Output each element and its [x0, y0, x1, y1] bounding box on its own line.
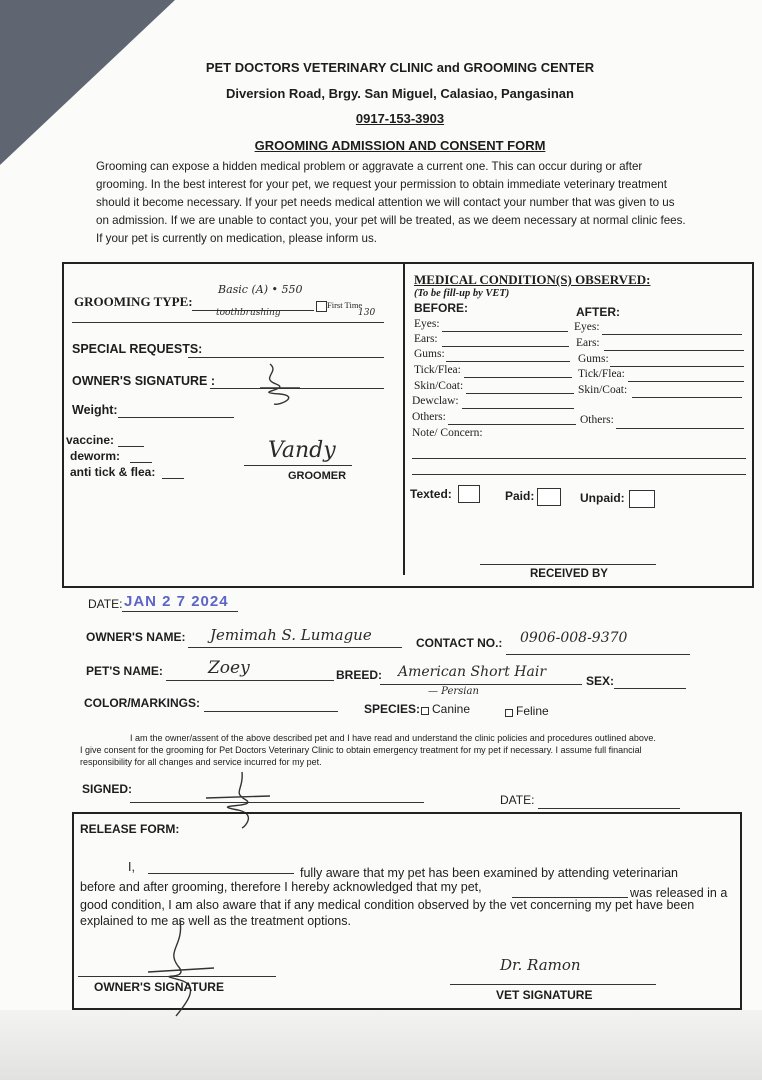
anti-tick-line: [162, 478, 184, 479]
after-others-line: [616, 428, 744, 429]
deworm-label: deworm:: [70, 449, 121, 463]
before-skincoat-line: [466, 393, 574, 394]
before-ears-label: Ears:: [414, 333, 438, 345]
contact-line: [506, 654, 690, 655]
before-dewclaw-line: [462, 408, 574, 409]
release-line-3: good condition, I am also aware that if any medical condition observed by the vet concerning my pet have been: [80, 898, 695, 912]
color-markings-line: [204, 711, 338, 712]
release-line-4: explained to me as well as the treatment options.: [80, 914, 351, 928]
consent-line-1: I am the owner/assent of the above described pet and I have read and understand the clinic policies and procedures outlined above.: [130, 733, 656, 743]
after-gums-label: Gums:: [578, 353, 609, 365]
texted-checkbox[interactable]: [458, 485, 480, 503]
grooming-type-line-2: [72, 322, 384, 323]
intro-line-2: grooming. In the best interest for your pet, we request your permission to obtain immediate veterinary treatment: [96, 178, 667, 191]
date-stamp: JAN 2 7 2024: [124, 593, 229, 610]
weight-line: [118, 417, 234, 418]
first-time-checkbox[interactable]: [316, 301, 327, 312]
unpaid-label: Unpaid:: [580, 491, 625, 505]
intro-line-1: Grooming can expose a hidden medical problem or aggravate a current one. This can occur during or after: [96, 160, 643, 173]
sex-label: SEX:: [586, 674, 615, 688]
box-divider: [403, 264, 405, 575]
owner-release-signature-line: [78, 976, 276, 977]
consent-date-label: DATE:: [500, 793, 535, 807]
clinic-phone: 0917-153-3903: [355, 111, 445, 126]
note-concern-label: Note/ Concern:: [412, 427, 483, 439]
before-eyes-label: Eyes:: [414, 318, 440, 330]
groomer-label: GROOMER: [288, 470, 347, 482]
medical-condition-subtitle: (To be fill-up by VET): [414, 288, 510, 299]
color-markings-label: COLOR/MARKINGS:: [84, 696, 200, 710]
form-title: GROOMING ADMISSION AND CONSENT FORM: [254, 138, 546, 153]
owner-name-label: OWNER'S NAME:: [86, 630, 186, 644]
owner-signature-label: OWNER'S SIGNATURE :: [72, 374, 216, 388]
groomer-line: [244, 465, 352, 466]
before-label: BEFORE:: [414, 301, 468, 315]
intro-line-5: If your pet is currently on medication, please inform us.: [96, 232, 377, 245]
admission-box: [62, 262, 754, 588]
after-skincoat-label: Skin/Coat:: [578, 384, 628, 396]
release-line-2b: was released in a: [630, 886, 728, 900]
weight-label: Weight:: [72, 403, 118, 417]
signed-label: SIGNED:: [82, 782, 133, 796]
vaccine-line: [118, 446, 144, 447]
texted-label: Texted:: [410, 487, 452, 501]
grooming-type-value: Basic (A) • 550: [218, 283, 303, 296]
vaccine-label: vaccine:: [66, 433, 115, 447]
pet-name-value[interactable]: Zoey: [208, 658, 250, 678]
signed-line: [130, 802, 424, 803]
grooming-type-value-2: toothbrushing: [216, 308, 281, 318]
medical-condition-title: MEDICAL CONDITION(S) OBSERVED:: [414, 272, 651, 287]
before-eyes-line: [442, 331, 568, 332]
paid-label: Paid:: [505, 489, 535, 503]
anti-tick-label: anti tick & flea:: [70, 465, 156, 479]
intro-line-4: on admission. If we are unable to contact you, your pet will be treated, as we deem necessary at normal clinic fees.: [96, 214, 686, 227]
scan-bottom-shadow: [0, 1010, 762, 1080]
consent-line-3: responsibility for all changes and service incurred for my pet.: [80, 757, 322, 767]
grooming-extra-value: 130: [358, 308, 376, 318]
grooming-type-label: GROOMING TYPE:: [74, 294, 193, 309]
owner-release-signature-label: OWNER'S SIGNATURE: [94, 980, 224, 994]
after-ears-label: Ears:: [576, 337, 600, 349]
canine-checkbox[interactable]: [421, 707, 429, 715]
release-owner-scribble: [140, 916, 220, 1020]
breed-line: [380, 684, 582, 685]
breed-label: BREED:: [336, 668, 383, 682]
before-gums-line: [446, 361, 570, 362]
contact-value[interactable]: 0906-008-9370: [520, 630, 628, 646]
after-eyes-label: Eyes:: [574, 321, 600, 333]
after-tickflea-line: [628, 381, 744, 382]
breed-value[interactable]: American Short Hair: [398, 664, 547, 680]
vet-signature-line: [450, 984, 656, 985]
special-requests-line: [188, 357, 384, 358]
canine-label: Canine: [432, 702, 471, 716]
after-others-label: Others:: [580, 414, 614, 426]
feline-checkbox[interactable]: [505, 709, 513, 717]
contact-label: CONTACT NO.:: [416, 636, 503, 650]
breed-value-2: — Persian: [428, 686, 479, 697]
after-label: AFTER:: [576, 305, 620, 319]
after-gums-line: [610, 366, 744, 367]
release-title: RELEASE FORM:: [80, 822, 180, 836]
clinic-address: Diversion Road, Brgy. San Miguel, Calasiao, Pangasinan: [226, 86, 574, 101]
deworm-line: [130, 462, 152, 463]
after-ears-line: [604, 350, 744, 351]
feline-label: Feline: [516, 704, 549, 718]
date-label: DATE:: [88, 597, 123, 611]
vet-signature: Dr. Ramon: [500, 956, 581, 974]
release-line-1a: I,: [128, 860, 135, 874]
consent-date-line: [538, 808, 680, 809]
before-tickflea-label: Tick/Flea:: [414, 364, 461, 376]
special-requests-label: SPECIAL REQUESTS:: [72, 342, 203, 356]
date-line: [122, 611, 238, 612]
note-line-2: [412, 474, 746, 475]
before-dewclaw-label: Dewclaw:: [412, 395, 459, 407]
species-label: SPECIES:: [364, 702, 421, 716]
before-skincoat-label: Skin/Coat:: [414, 380, 464, 392]
note-line-1: [412, 458, 746, 459]
before-gums-label: Gums:: [414, 348, 445, 360]
received-by-line: [480, 564, 656, 565]
unpaid-checkbox[interactable]: [629, 490, 655, 508]
sex-line: [614, 688, 686, 689]
pet-name-line: [166, 680, 334, 681]
before-others-label: Others:: [412, 411, 446, 423]
vet-signature-label: VET SIGNATURE: [496, 988, 593, 1002]
pet-name-label: PET'S NAME:: [86, 664, 163, 678]
before-tickflea-line: [464, 377, 572, 378]
received-by-label: RECEIVED BY: [530, 568, 608, 580]
before-ears-line: [442, 346, 569, 347]
after-eyes-line: [602, 334, 742, 335]
consent-line-2: I give consent for the grooming for Pet Doctors Veterinary Clinic to obtain emergency treatment for my pet if necessary. I assume full financial: [80, 745, 642, 755]
first-time-label: First Time: [327, 300, 363, 310]
owner-name-line: [188, 647, 402, 648]
before-others-line: [448, 424, 576, 425]
release-line-2a: before and after grooming, therefore I hereby acknowledged that my pet,: [80, 880, 482, 894]
release-line-1b: fully aware that my pet has been examined by attending veterinarian: [300, 866, 679, 880]
groomer-signature: Vandy: [268, 438, 336, 463]
after-tickflea-label: Tick/Flea:: [578, 368, 625, 380]
after-skincoat-line: [632, 397, 742, 398]
clinic-name: PET DOCTORS VETERINARY CLINIC and GROOMING CENTER: [205, 60, 595, 75]
release-name-line: [148, 873, 294, 874]
owner-signature-scribble: [240, 362, 310, 408]
paid-checkbox[interactable]: [537, 488, 561, 506]
intro-line-3: should it become necessary. If your pet needs medical attention we will contact your number that was given to us: [96, 196, 675, 209]
owner-name-value[interactable]: Jemimah S. Lumague: [210, 626, 372, 644]
